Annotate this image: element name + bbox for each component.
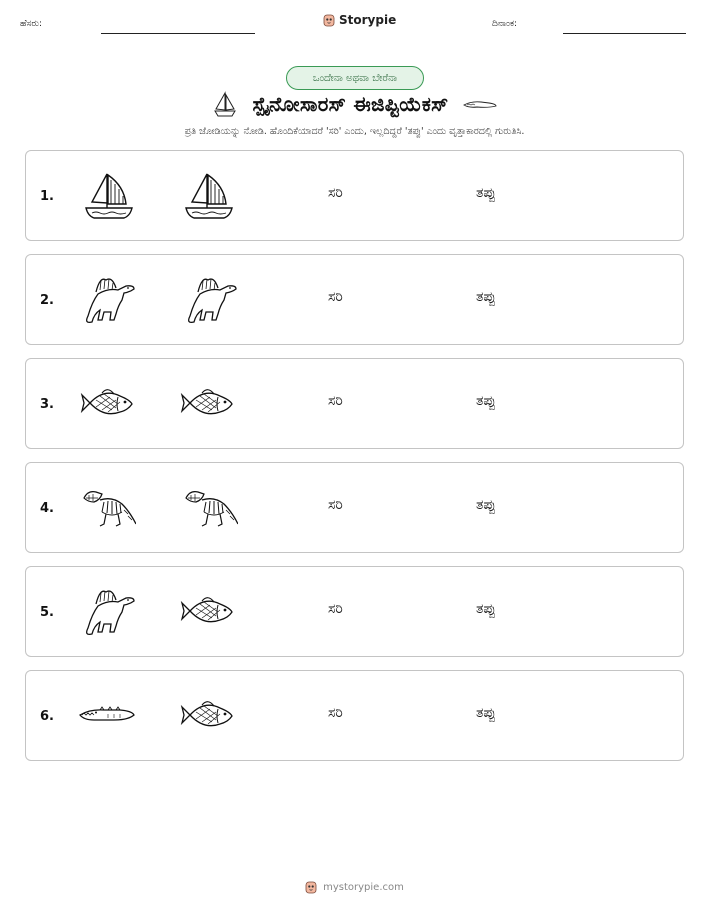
storypie-logo	[323, 13, 396, 27]
sailboat-icon	[180, 168, 238, 222]
fish-icon	[180, 376, 238, 430]
question-number: 6.	[40, 709, 54, 724]
answer-false-option[interactable]: ತಪ್ಪು	[476, 289, 496, 305]
answer-false-option[interactable]: ತಪ್ಪು	[476, 393, 496, 409]
question-number: 3.	[40, 397, 54, 412]
storypie-logo-icon	[323, 13, 335, 27]
question-row	[25, 566, 684, 657]
answer-false-option[interactable]: ತಪ್ಪು	[476, 601, 496, 617]
storypie-logo-icon	[305, 880, 317, 894]
sailboat-icon	[80, 168, 138, 222]
question-row	[25, 670, 684, 761]
fish-icon	[80, 376, 138, 430]
answer-true-option[interactable]: ಸರಿ	[328, 185, 343, 201]
spinosaurus-icon	[180, 272, 238, 326]
fish-icon	[180, 688, 238, 742]
question-number: 2.	[40, 293, 54, 308]
question-row	[25, 254, 684, 345]
answer-true-option[interactable]: ಸರಿ	[328, 705, 343, 721]
answer-true-option[interactable]: ಸರಿ	[328, 393, 343, 409]
worksheet-type-badge: ಒಂದೇನಾ ಅಥವಾ ಬೇರೆನಾ	[286, 66, 424, 90]
spinosaurus-icon	[78, 272, 136, 326]
answer-true-option[interactable]: ಸರಿ	[328, 497, 343, 513]
question-number: 1.	[40, 189, 54, 204]
name-field[interactable]	[101, 33, 255, 34]
answer-false-option[interactable]: ತಪ್ಪು	[476, 497, 496, 513]
spinosaurus-icon	[78, 584, 136, 638]
answer-true-option[interactable]: ಸರಿ	[328, 601, 343, 617]
question-row	[25, 462, 684, 553]
brand-name: Storypie	[339, 13, 397, 27]
answer-false-option[interactable]: ತಪ್ಪು	[476, 705, 496, 721]
dinosaur-skeleton-icon	[180, 480, 238, 534]
title-row	[0, 90, 709, 118]
footer-site-link[interactable]: mystorypie.com	[323, 881, 404, 893]
question-number: 4.	[40, 501, 54, 516]
crocodile-icon	[78, 688, 136, 742]
question-row	[25, 358, 684, 449]
answer-true-option[interactable]: ಸರಿ	[328, 289, 343, 305]
dinosaur-skeleton-icon	[78, 480, 136, 534]
date-label: ದಿನಾಂಕ:	[492, 19, 518, 29]
crocodile-icon	[463, 97, 497, 111]
question-row	[25, 150, 684, 241]
date-field[interactable]	[563, 33, 686, 34]
footer	[0, 880, 709, 894]
page-title: ಸ್ಪೈನೋಸಾರಸ್ ಈಜಿಪ್ಟಿಯೆಕಸ್	[252, 92, 449, 116]
fish-icon	[180, 584, 238, 638]
answer-false-option[interactable]: ತಪ್ಪು	[476, 185, 496, 201]
instruction-text: ಪ್ರತಿ ಜೋಡಿಯನ್ನು ನೋಡಿ. ಹೊಂದಿಕೆಯಾದರೆ 'ಸರಿ' ಎಂದು, ಇಲ್ಲದಿದ್ದರೆ 'ತಪ್ಪು' ಎಂದು ವೃತ್ತಾಕಾರದಲ್ಲಿ ಗುರುತಿಸಿ.	[184, 126, 525, 137]
question-number: 5.	[40, 605, 54, 620]
name-label: ಹೆಸರು:	[20, 19, 43, 29]
sailboat-icon	[212, 90, 238, 118]
